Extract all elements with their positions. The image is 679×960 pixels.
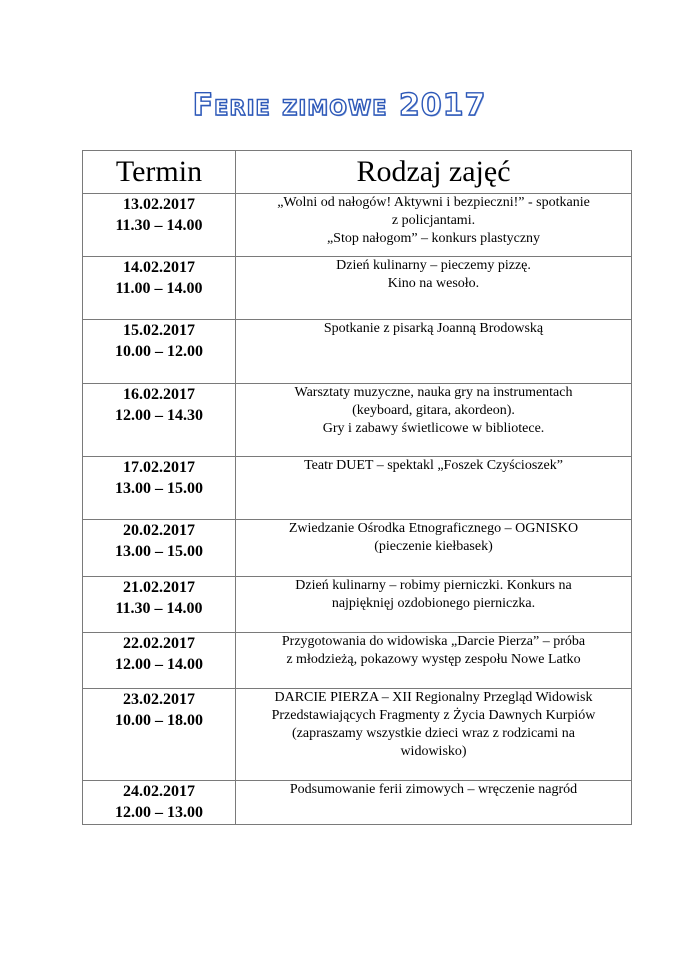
date-text: 24.02.2017 [123,783,195,800]
activity-line: z policjantami. [391,213,476,228]
term-cell [83,194,236,257]
date-text: 13.02.2017 [123,196,195,213]
activity-cell [236,633,632,689]
term-cell [83,781,236,825]
activity-line: Podsumowanie ferii zimowych – wręczenie nagród [289,782,578,797]
table-row [83,320,632,384]
activity-line: Przygotowania do widowiska „Darcie Pierza” – próba [281,634,586,649]
date-text: 22.02.2017 [123,635,195,652]
activity-line: „Stop nałogom” – konkurs plastyczny [326,231,541,246]
date-text: 23.02.2017 [123,691,195,708]
time-text: 10.00 – 18.00 [115,712,203,729]
activity-line: (pieczenie kiełbasek) [374,539,493,554]
activity-cell [236,781,632,825]
date-text: 21.02.2017 [123,579,195,596]
term-cell [83,257,236,320]
time-text: 11.30 – 14.00 [115,217,203,234]
term-cell [83,520,236,577]
activity-cell [236,457,632,520]
table-row [83,520,632,577]
activity-line: (zapraszamy wszystkie dzieci wraz z rodzicami na [292,726,575,741]
activity-cell [236,520,632,577]
time-text: 12.00 – 14.30 [115,407,203,424]
schedule-table [82,150,632,825]
activity-line: „Wolni od nałogów! Aktywni i bezpieczni!” - spotkanie [277,195,590,210]
time-text: 13.00 – 15.00 [115,543,203,560]
activity-line: Teatr DUET – spektakl „Foszek Czyścioszek” [304,458,563,473]
activity-line: Warsztaty muzyczne, nauka gry na instrumentach [294,385,573,400]
time-text: 12.00 – 14.00 [115,656,203,673]
activity-cell [236,689,632,781]
date-text: 20.02.2017 [123,522,195,539]
time-text: 11.00 – 14.00 [115,280,203,297]
table-header-row [83,151,632,194]
time-text: 12.00 – 13.00 [115,804,203,821]
activity-line: Zwiedzanie Ośrodka Etnograficznego – OGNISKO [288,521,579,536]
activity-line: Dzień kulinarny – pieczemy pizzę. [336,258,531,273]
activity-line: widowisko) [400,744,467,759]
activity-line: Kino na wesoło. [387,276,480,291]
table-row [83,577,632,633]
time-text: 10.00 – 12.00 [115,343,203,360]
date-text: 17.02.2017 [123,459,195,476]
term-cell [83,384,236,457]
term-cell [83,320,236,384]
activity-cell [236,320,632,384]
table-row [83,633,632,689]
term-cell [83,689,236,781]
activity-line: najpięknięj ozdobionego pierniczka. [331,596,536,611]
activity-line: z młodzieżą, pokazowy występ zespołu Nowe Latko [286,652,581,667]
activity-line: DARCIE PIERZA – XII Regionalny Przegląd Widowisk [274,690,593,705]
activity-line: Gry i zabawy świetlicowe w bibliotece. [322,421,545,436]
date-text: 15.02.2017 [123,322,195,339]
time-text: 11.30 – 14.00 [115,600,203,617]
date-text: 14.02.2017 [123,259,195,276]
time-text: 13.00 – 15.00 [115,480,203,497]
table-row [83,457,632,520]
table-row [83,194,632,257]
page-title: Ferie zimowe 2017 [192,88,487,123]
date-text: 16.02.2017 [123,386,195,403]
header-activity: Rodzaj zajęć [236,151,632,194]
term-cell [83,457,236,520]
activity-cell [236,194,632,257]
activity-line: Dzień kulinarny – robimy pierniczki. Konkurs na [295,578,572,593]
table-row [83,689,632,781]
activity-line: Przedstawiających Fragmenty z Życia Dawnych Kurpiów [271,708,596,723]
header-term: Termin [83,151,236,194]
activity-cell [236,577,632,633]
schedule-rows [83,194,632,825]
table-row [83,257,632,320]
table-row [83,384,632,457]
term-cell [83,577,236,633]
table-row [83,781,632,825]
activity-cell [236,384,632,457]
activity-cell [236,257,632,320]
activity-line: (keyboard, gitara, akordeon). [352,403,515,418]
activity-line: Spotkanie z pisarką Joanną Brodowską [323,321,544,336]
term-cell [83,633,236,689]
